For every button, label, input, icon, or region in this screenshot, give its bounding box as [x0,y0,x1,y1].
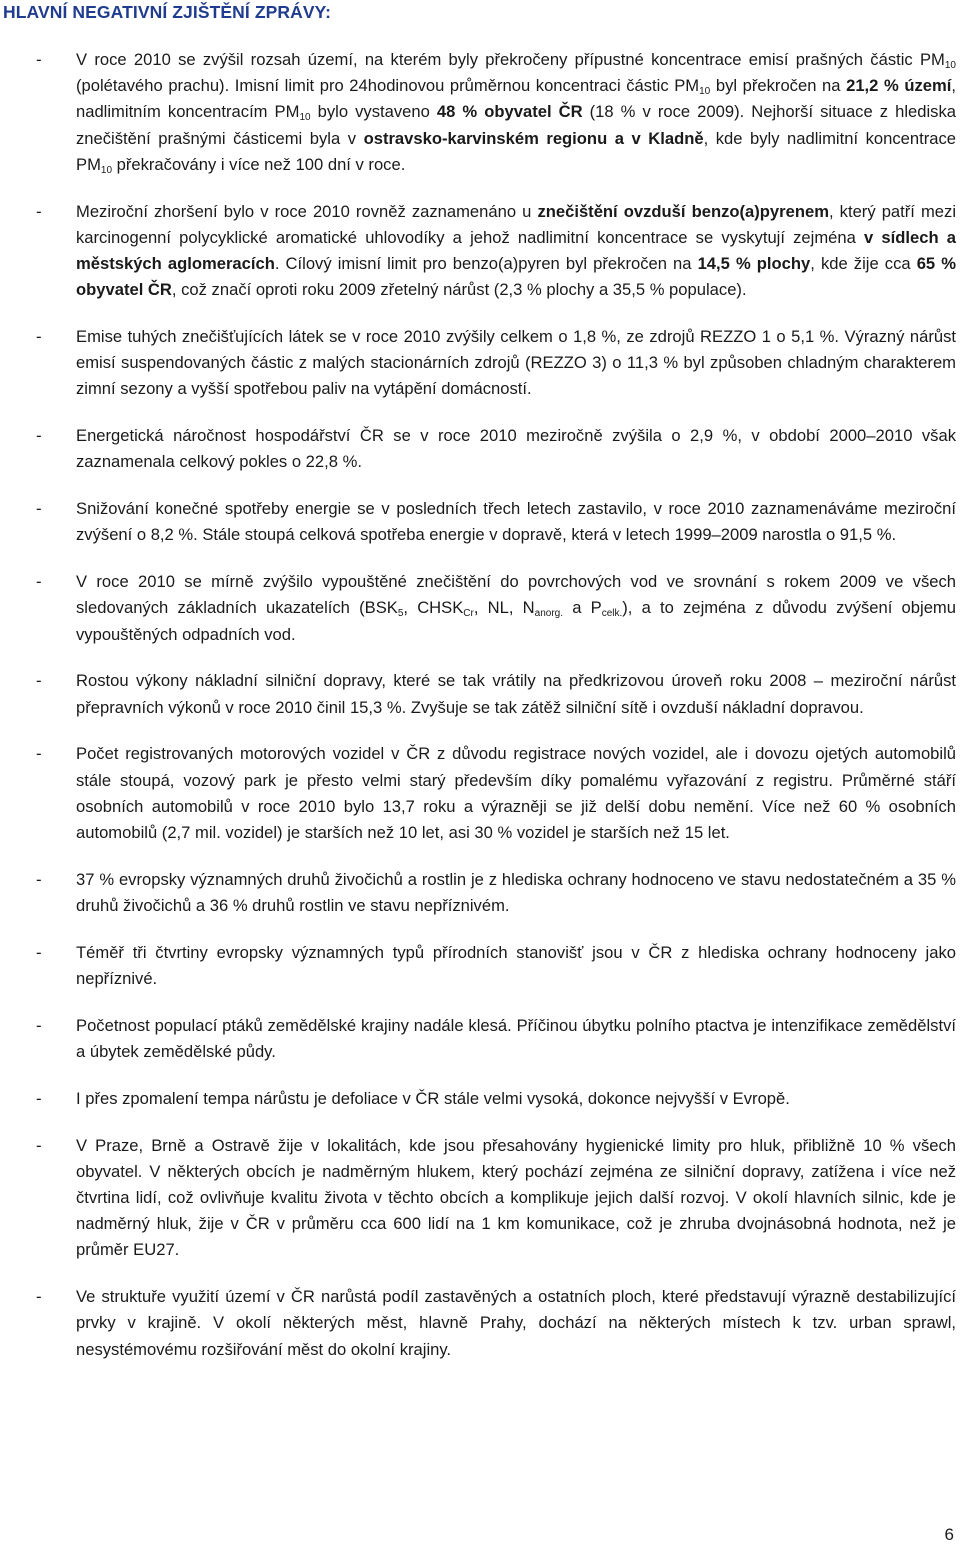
text-run: , který patří mezi karcinogenní polycyklické aromatické uhlovodíky a jehož nadlimitní koncentrace se vyskytují zejména [76,201,957,247]
list-item-text [76,741,956,846]
list-item-text [76,940,956,992]
list-item [0,741,960,846]
list-item [0,1086,960,1112]
list-item-text [76,1284,956,1363]
list-item [0,423,960,475]
text-run: Emise tuhých znečišťujících látek se v roce 2010 zvýšily celkem o 1,8 %, ze zdrojů REZZO 1 o 5,1 %. Výrazný nárůst emisí suspendovaných částic z malých stacionárních zdrojů (REZZO 3) o 11,3 % byl způsoben chladným charakterem zimní sezony a vyšší spotřebou paliv na vytápění domácností. [76,327,956,399]
text-run: Početnost populací ptáků zemědělské krajiny nadále klesá. Příčinou úbytku polního ptactva je intenzifikace zemědělství a úbytek zemědělské půdy. [76,1015,956,1062]
bullet-dash: - [36,1015,42,1035]
text-run: , nadlimitním koncentracím PM [76,76,956,122]
bullet-dash: - [36,327,42,347]
list-item-text [76,569,956,648]
bullet-dash: - [36,426,42,446]
subscript-text: anorg. [534,608,564,620]
list-item [0,496,960,548]
emphasis-text: 65 % obyvatel ČR [76,254,956,300]
subscript-text: celk. [601,608,623,620]
text-run: překračovány i více než 100 dní v roce. [112,154,406,174]
bullet-dash: - [36,50,42,69]
subscript-text: Cr [463,608,474,620]
list-item [0,940,960,992]
text-run: , kde žije cca [810,254,917,274]
text-run: V Praze, Brně a Ostravě žije v lokalitách, kde jsou přesahovány hygienické limity pro hluk, přibližně 10 % všech obyvatel. V některých obcích je nadměrným hlukem, který pochází zejména ze silniční dopravy, zatížena i více než čtvrtina lidí, což ovlivňuje kvalitu života v těchto obcích a komplikuje jejich další rozvoj. V okolí hlavních silnic, kde je nadměrný hluk, žije v ČR v průměru cca 600 lidí na 1 km komunikace, což je zhruba dvojnásobná hodnota, než je průměr EU27. [76,1135,956,1260]
list-item [0,668,960,720]
bullet-dash: - [36,671,42,691]
list-item-text [76,1013,956,1065]
list-item [0,47,960,178]
emphasis-text: ostravsko-karvinském regionu a v Kladně [363,128,704,148]
emphasis-text: 48 % obyvatel ČR [436,102,583,122]
page-number: 6 [944,1525,954,1544]
text-run: (polétavého prachu). Imisní limit pro 24hodinovou průměrnou koncentraci částic PM [76,76,700,96]
text-run: Meziroční zhoršení bylo v roce 2010 rovněž zaznamenáno u [76,201,538,221]
emphasis-text: 21,2 % území [846,76,952,96]
list-item [0,1133,960,1264]
list-item-text [76,496,956,548]
bullet-dash: - [36,572,42,592]
text-run: ), a to zejména z důvodu zvýšení objemu vypouštěných odpadních vod. [76,598,956,644]
emphasis-text: v sídlech a městských aglomeracích [76,227,956,274]
text-run: V roce 2010 se zvýšil rozsah území, na kterém byly překročeny přípustné koncentrace emisí prašných částic PM [76,50,945,69]
text-run: Ve struktuře využití území v ČR narůstá podíl zastavěných a ostatních ploch, které představují výrazně destabilizující prvky v krajině. V okolí některých měst, hlavně Prahy, dochází na některých místech k tzv. urban sprawl, nesystémovému rozšiřování měst do okolní krajiny. [76,1287,956,1359]
text-run: , což značí oproti roku 2009 zřetelný nárůst (2,3 % plochy a 35,5 % populace). [171,280,747,300]
text-run: Rostou výkony nákladní silniční dopravy, které se tak vrátily na předkrizovou úroveň roku 2008 – meziroční nárůst přepravních výkonů v roce 2010 činil 15,3 %. Zvyšuje se tak zátěž silniční sítě i ovzduší nákladní dopravou. [76,671,956,717]
text-run: Energetická náročnost hospodářství ČR se v roce 2010 meziročně zvýšila o 2,9 %, v období 2000–2010 však zaznamenala celkový pokles o 22,8 %. [76,426,956,472]
subscript-text: 10 [299,112,311,124]
bullet-dash: - [36,744,42,764]
text-run: , CHSK [403,598,464,618]
list-item-text [76,199,956,304]
text-run: I přes zpomalení tempa nárůstu je defoliace v ČR stále velmi vysoká, dokonce nejvyšší v Evropě. [76,1088,790,1108]
text-run: Počet registrovaných motorových vozidel v ČR z důvodu registrace nových vozidel, ale i dovozu ojetých automobilů stále stoupá, vozový park je přesto velmi starý především díky pomalému vyřazování z registru. Průměrné stáří osobních automobilů v roce 2010 bylo 13,7 roku a výrazněji se již delší dobu nemění. Více než 60 % osobních automobilů (2,7 mil. vozidel) je starších než 10 let, asi 30 % vozidel je starších než 15 let. [76,744,956,843]
text-run: byl překročen na [710,76,847,96]
list-item [0,569,960,648]
emphasis-text: znečištění ovzduší benzo(a)pyrenem [537,201,829,221]
bullet-dash: - [36,1287,42,1307]
text-run: , kde byly nadlimitní koncentrace PM [76,128,956,174]
text-run: (18 % v roce 2009). Nejhorší situace z hlediska znečištění prašnými částicemi byla v [76,102,956,148]
bullet-dash: - [36,201,42,221]
section-heading: HLAVNÍ NEGATIVNÍ ZJIŠTĚNÍ ZPRÁVY: [3,2,332,22]
bullet-dash: - [36,1135,42,1155]
list-item-text [76,1133,956,1264]
subscript-text: 10 [699,86,711,98]
text-run: 37 % evropsky významných druhů živočichů a rostlin je z hlediska ochrany hodnoceno ve stavu nedostatečném a 35 % druhů živočichů a 36 % druhů rostlin ve stavu nepříznivém. [76,869,956,916]
list-item [0,199,960,304]
list-item-text [76,324,956,403]
subscript-text: 10 [100,164,113,176]
subscript-text: 10 [944,60,956,71]
list-item-text [76,668,956,720]
findings-list [0,47,960,1383]
bullet-dash: - [36,869,42,889]
list-item [0,324,960,403]
text-run: a P [563,598,602,618]
text-run: . Cílový imisní limit pro benzo(a)pyren byl překročen na [274,254,698,274]
emphasis-text: 14,5 % plochy [697,254,811,274]
list-item [0,1284,960,1363]
bullet-dash: - [36,1088,42,1108]
text-run: Téměř tři čtvrtiny evropsky významných typů přírodních stanovišť jsou v ČR z hlediska ochrany hodnoceny jako nepříznivé. [76,942,956,989]
text-run: V roce 2010 se mírně zvýšilo vypouštěné znečištění do povrchových vod ve srovnání s rokem 2009 ve všech sledovaných základních ukazatelích (BSK [76,572,956,618]
text-run: bylo vystaveno [310,102,437,122]
list-item-text [76,423,956,475]
list-item [0,1013,960,1065]
bullet-dash: - [36,499,42,519]
subscript-text: 5 [397,608,404,620]
list-item-text [76,867,956,919]
text-run: , NL, N [473,598,535,618]
list-item-text [76,47,956,178]
text-run: Snižování konečné spotřeby energie se v posledních třech letech zastavilo, v roce 2010 zaznamenáváme meziroční zvýšení o 8,2 %. Stále stoupá celková spotřeba energie v dopravě, která v letech 1999–2009 narostla o 91,5 %. [76,499,956,545]
list-item [0,867,960,919]
list-item-text [76,1086,956,1112]
bullet-dash: - [36,942,42,962]
